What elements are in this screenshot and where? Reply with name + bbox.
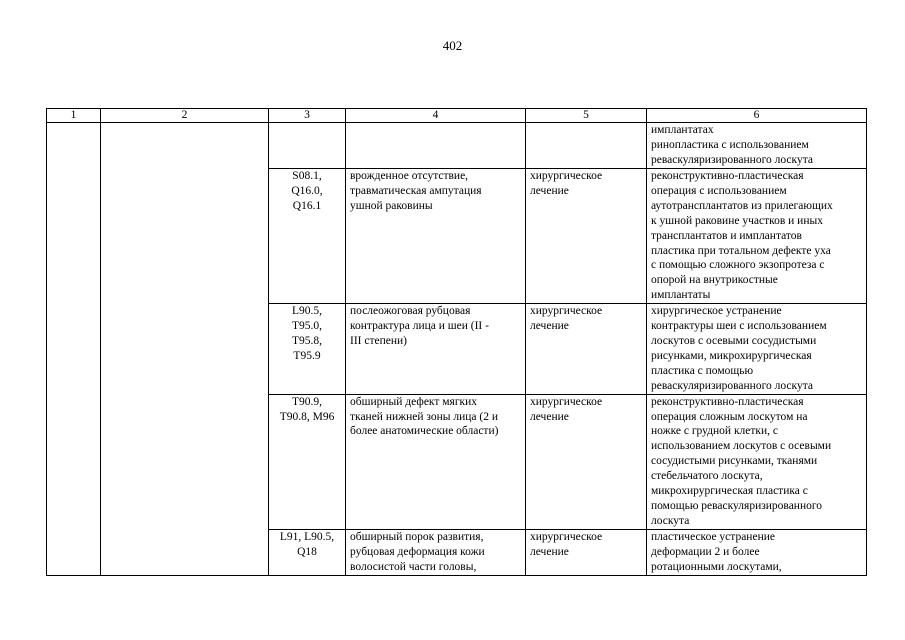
treatment-table	[46, 108, 867, 576]
cell-method: реконструктивно-пластическая операция с использованием аутотрансплантатов из прилегающих к ушной раковине участков и иных трансплантатов и имплантатов пластика при тотальном дефекте уха с помощью сложного экзопротеза с опорой на внутрикостные имплантаты	[647, 169, 867, 304]
page-number: 402	[442, 38, 463, 53]
cell-codes: T90.9, T90.8, M96	[269, 394, 346, 529]
column-header: 3	[269, 109, 346, 123]
column-header: 6	[647, 109, 867, 123]
column-header: 1	[47, 109, 101, 123]
cell-col1	[47, 123, 101, 576]
cell-treatment: хирургическое лечение	[526, 394, 647, 529]
cell-method: пластическое устранение деформации 2 и более ротационными лоскутами,	[647, 529, 867, 575]
cell-condition: обширный дефект мягких тканей нижней зоны лица (2 и более анатомические области)	[346, 394, 526, 529]
cell-method: имплантатах ринопластика с использованием реваскуляризированного лоскута	[647, 123, 867, 169]
cell-codes: L91, L90.5, Q18	[269, 529, 346, 575]
table-header-row	[47, 109, 867, 123]
cell-col2	[101, 123, 269, 576]
cell-codes: S08.1, Q16.0, Q16.1	[269, 169, 346, 304]
cell-condition	[346, 123, 526, 169]
cell-condition: послеожоговая рубцовая контрактура лица и шеи (II - III степени)	[346, 304, 526, 394]
cell-condition: обширный порок развития, рубцовая деформация кожи волосистой части головы,	[346, 529, 526, 575]
cell-treatment: хирургическое лечение	[526, 529, 647, 575]
cell-treatment	[526, 123, 647, 169]
column-header: 4	[346, 109, 526, 123]
cell-treatment: хирургическое лечение	[526, 169, 647, 304]
column-header: 5	[526, 109, 647, 123]
cell-treatment: хирургическое лечение	[526, 304, 647, 394]
cell-method: хирургическое устранение контрактуры шеи с использованием лоскутов с осевыми сосудистыми рисунками, микрохирургическая пластика с помощью реваскуляризированного лоскута	[647, 304, 867, 394]
cell-codes: L90.5, T95.0, T95.8, T95.9	[269, 304, 346, 394]
cell-condition: врожденное отсутствие, травматическая ампутация ушной раковины	[346, 169, 526, 304]
column-header: 2	[101, 109, 269, 123]
cell-method: реконструктивно-пластическая операция сложным лоскутом на ножке с грудной клетки, с использованием лоскутов с осевыми сосудистыми рисунками, тканями стебельчатого лоскута, микрохирургическая пластика с помощью реваскуляризированного лоскута	[647, 394, 867, 529]
cell-codes	[269, 123, 346, 169]
table-row	[47, 123, 867, 169]
